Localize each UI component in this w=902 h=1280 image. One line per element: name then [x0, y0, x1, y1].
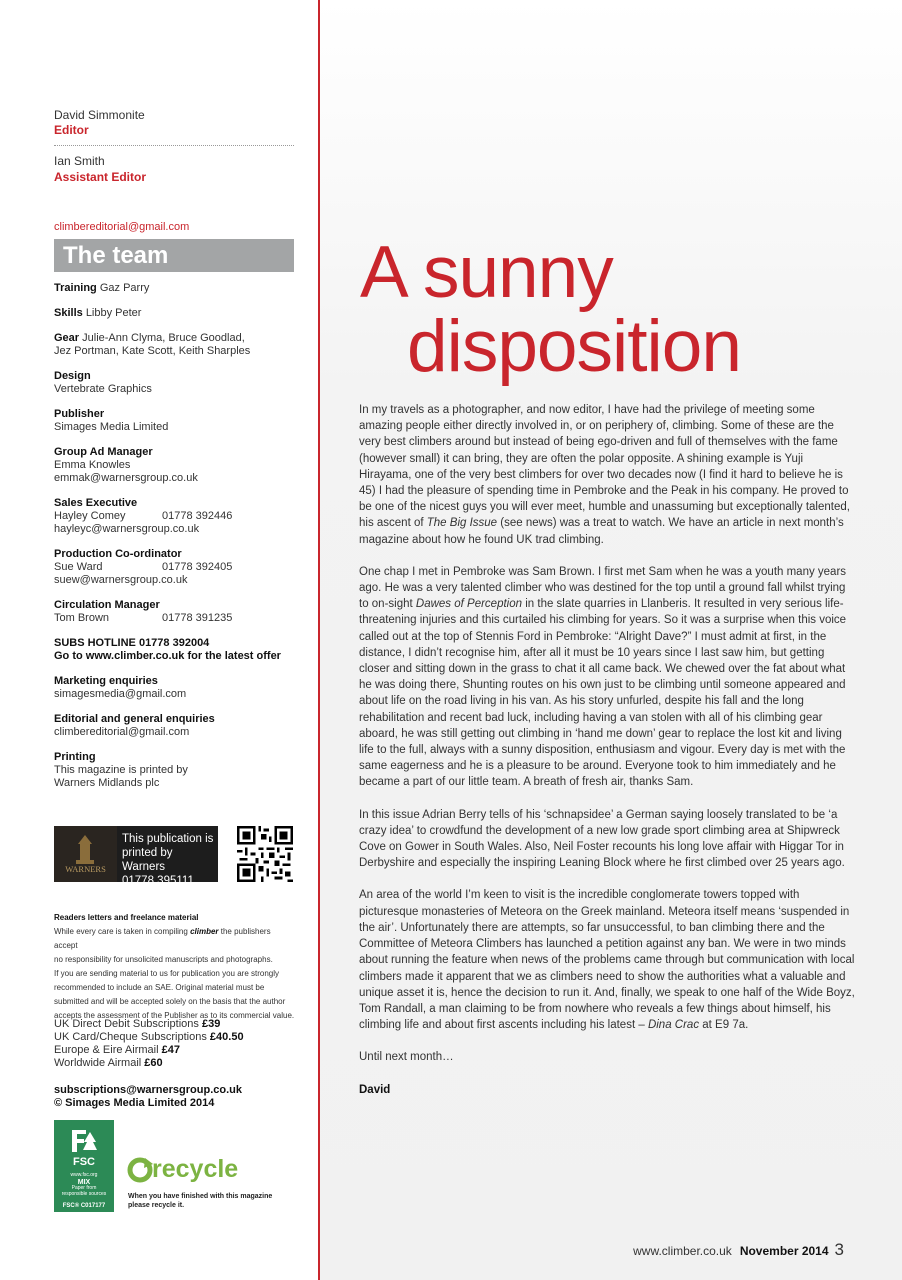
route-name: The Big Issue	[426, 517, 498, 530]
credit-circulation	[54, 599, 296, 625]
warners-logo-text: WARNERS	[65, 864, 106, 874]
credit-sales-executive	[54, 497, 296, 536]
signoff: David	[359, 1083, 391, 1096]
article-body	[359, 402, 855, 1114]
subscription-label: Europe & Eire Airmail	[54, 1044, 162, 1056]
article-paragraph: Until next month…	[359, 1051, 454, 1064]
credit-training	[54, 282, 296, 295]
fsc-brand: FSC	[73, 1156, 95, 1168]
subscription-row	[54, 1031, 244, 1044]
subscription-price: £39	[201, 1018, 221, 1030]
subs-hotline	[54, 637, 296, 663]
recycle-note-line2: please recycle it.	[128, 1202, 185, 1209]
route-name: Dawes of Perception	[415, 598, 523, 611]
team-heading: The team	[63, 242, 169, 269]
subscriptions-email[interactable]: subscriptions@warnersgroup.co.uk	[54, 1084, 242, 1096]
credit-label: Gear	[54, 332, 80, 344]
credit-value: Simages Media Limited	[54, 421, 169, 433]
fineprint-line	[54, 925, 296, 953]
credit-label: Publisher	[54, 408, 105, 420]
credit-value-line3: Warners Midlands plc	[54, 777, 160, 789]
credit-phone: 01778 392405	[162, 561, 233, 573]
printer-text	[122, 832, 218, 888]
fsc-mix: MIX	[77, 1179, 91, 1186]
subscription-row	[54, 1018, 244, 1031]
enquiry-printing	[54, 751, 296, 790]
article-paragraph	[359, 564, 855, 791]
credit-value: Emma Knowles	[54, 459, 131, 471]
credit-name: Sue Ward	[54, 561, 103, 573]
headline-line1: A sunny	[360, 232, 613, 313]
credit-group-ad-manager	[54, 446, 296, 485]
page-footer	[633, 1240, 844, 1260]
credit-publisher	[54, 408, 296, 434]
warners-logo	[54, 826, 117, 882]
credit-email[interactable]: simagesmedia@gmail.com	[54, 688, 187, 700]
headline-line2: disposition	[407, 306, 741, 387]
credit-label: Printing	[54, 751, 96, 763]
subscription-price: £47	[161, 1044, 180, 1056]
fsc-logo	[54, 1120, 114, 1212]
credit-design	[54, 370, 296, 396]
team-heading-bar	[54, 239, 294, 272]
recycle-note-line1: When you have finished with this magazine	[128, 1193, 273, 1200]
credit-value-line2: Jez Portman, Kate Scott, Keith Sharples	[54, 345, 251, 357]
paragraph-text: An area of the world I’m keen to visit is the incredible conglomerate towers topped with picturesque monasteries of Meteora on the Greek mainland. Meteora itself means ‘suspended in the air’. Unfortunately there are attempts, so far unsuccessful, to ban climbing there and the Committee of Meteora Climbers has launched a petition against any ban. We were in two minds about running the feature when news of the problems came through but communication with local climbers made it apparent that we as climbers need to show the authorities what a valuable and unique asset it is, hence the decision to run it. And, finally, we speak to one half of the Wide Boyz, Tom Randall, a man claiming to be from nowhere who reveals a few things about himself, his climbing life and about first ascents including his latest –	[359, 889, 855, 1032]
fineprint-line: submitted and will be accepted solely on the basis that the author	[54, 997, 286, 1006]
credit-label: Circulation Manager	[54, 599, 160, 611]
copyright-notice: © Simages Media Limited 2014	[54, 1097, 215, 1109]
subscription-row	[54, 1044, 244, 1057]
climber-brand: climber	[190, 927, 219, 936]
fineprint-heading: Readers letters and freelance material	[54, 913, 199, 922]
credit-label: Skills	[54, 307, 83, 319]
printer-phone: 01778 395111	[122, 875, 194, 887]
dotted-divider	[54, 145, 294, 146]
qr-code[interactable]	[237, 826, 293, 882]
credit-label: Group Ad Manager	[54, 446, 153, 458]
editor-name: David Simmonite	[54, 108, 145, 122]
printer-text-line2: printed by Warners	[122, 847, 173, 873]
credit-phone: 01778 391235	[162, 612, 233, 624]
subscription-row	[54, 1057, 244, 1070]
credit-value: Libby Peter	[85, 307, 142, 319]
paragraph-text: at E9 7a.	[699, 1019, 749, 1032]
subscription-price: £60	[144, 1057, 163, 1069]
credit-gear	[54, 332, 296, 358]
article-paragraph: In this issue Adrian Berry tells of his ‘schnapsidee’ a German saying loosely translated to be ‘a crazy idea’ to crowdfund the development of a new low grade sport climbing area at Shipwreck Cove on Gower in South Wales. Also, Neil Foster recounts his long love affair with Higgar Tor in Derbyshire and especially the inspiring Leaning Block where he first climbed over 25 years ago.	[359, 808, 845, 870]
recycle-note	[128, 1192, 272, 1210]
credit-value: Gaz Parry	[99, 282, 150, 294]
credit-phone: 01778 392446	[162, 510, 233, 522]
route-name: Dina Crac	[647, 1019, 700, 1032]
subscription-price: £40.50	[209, 1031, 244, 1043]
fineprint-line: If you are sending material to us for publication you are strongly	[54, 969, 280, 978]
credit-label: Marketing enquiries	[54, 675, 158, 687]
subscription-label: Worldwide Airmail	[54, 1057, 145, 1069]
subscription-label: UK Card/Cheque Subscriptions	[54, 1031, 210, 1043]
fineprint-line: recommended to include an SAE. Original material must be	[54, 983, 265, 992]
enquiry-editorial	[54, 713, 296, 739]
fsc-website: www.fsc.org	[70, 1172, 98, 1178]
fsc-desc-line1: Paper from	[71, 1185, 97, 1191]
credit-label: Editorial and general enquiries	[54, 713, 215, 725]
credit-label: Design	[54, 370, 91, 382]
credit-production	[54, 548, 296, 587]
credit-label: Production Co-ordinator	[54, 548, 182, 560]
fineprint-text: While every care is taken in compiling	[54, 927, 191, 936]
fineprint-line: no responsibility for unsolicited manuscripts and photographs.	[54, 955, 273, 964]
printer-box	[54, 826, 218, 887]
printer-advert	[54, 826, 296, 887]
recycle-logo	[126, 1154, 316, 1214]
hotline-number: SUBS HOTLINE 01778 392004	[54, 637, 210, 649]
subscription-label: UK Direct Debit Subscriptions	[54, 1018, 202, 1030]
credit-label: Sales Executive	[54, 497, 138, 509]
footer-website[interactable]: www.climber.co.uk	[633, 1244, 732, 1258]
enquiry-marketing	[54, 675, 296, 701]
article-paragraph	[359, 887, 855, 1033]
page-number: 3	[834, 1240, 844, 1259]
assistant-editor-name: Ian Smith	[54, 154, 105, 168]
credit-value: Julie-Ann Clyma, Bruce Goodlad,	[82, 332, 245, 344]
column-divider	[318, 0, 320, 1280]
recycle-arrow-icon	[126, 1156, 154, 1184]
fsc-desc-line2: responsible sources	[61, 1191, 107, 1197]
fsc-tree-icon	[68, 1126, 100, 1156]
paragraph-text: One chap I met in Pembroke was Sam Brown. I first met Sam when he was a youth many years ago. He was a very talented climber who was destined for the top until a ground fall whilst trying to on-sight	[359, 565, 847, 611]
fsc-code: FSC® C017177	[62, 1203, 106, 1209]
paragraph-text: In my travels as a photographer, and now editor, I have had the privilege of meeting some amazing people either directly involved in, or on periphery of, climbing. Some of these are the very best climbers around but instead of being ego-driven and full of themselves with the fame (however small) it can bring, they are often the polar opposite. A shining example is Yuji Hirayama, one of the very best climbers for over two decades now (I find it hard to believe he is 45) I had the pleasure of spending time in Pembroke and the Peak in his company. He proved to be one of the nicest guys you will ever meet, humble and unassuming but exceptionally talented, his ascent of	[359, 404, 850, 530]
assistant-editor-role: Assistant Editor	[54, 170, 147, 184]
editorial-email-link[interactable]: climbereditorial@gmail.com	[54, 221, 190, 233]
credits-list	[54, 282, 296, 802]
paragraph-text: (see news) was a treat to watch. We have an article in next month’s magazine about how he found UK trad climbing.	[359, 517, 844, 546]
credit-email[interactable]: suew@warnersgroup.co.uk	[54, 574, 188, 586]
credit-skills	[54, 307, 296, 320]
footer-issue-month: November 2014	[739, 1244, 829, 1258]
credit-name: Tom Brown	[54, 612, 110, 624]
credit-name: Hayley Comey	[54, 510, 126, 522]
fineprint-text: the publishers accept	[54, 927, 271, 950]
editor-role: Editor	[54, 123, 89, 137]
fineprint-line: accepts the assessment of the Publisher as to its commercial value.	[54, 1011, 295, 1020]
recycle-word: recycle	[152, 1155, 239, 1183]
readers-letters-notice	[54, 911, 296, 1023]
credit-label: Training	[54, 282, 97, 294]
credit-email[interactable]: climbereditorial@gmail.com	[54, 726, 190, 738]
credit-email[interactable]: hayleyc@warnersgroup.co.uk	[54, 523, 200, 535]
article-paragraph	[359, 402, 855, 548]
fsc-desc	[54, 1185, 114, 1197]
subscription-prices	[54, 1018, 244, 1070]
credit-value: Vertebrate Graphics	[54, 383, 152, 395]
printer-text-line1: This publication is	[122, 833, 214, 845]
subscriptions-contact	[54, 1084, 242, 1110]
credit-email[interactable]: emmak@warnersgroup.co.uk	[54, 472, 198, 484]
credit-value: This magazine is printed by	[54, 764, 188, 776]
hotline-offer: Go to www.climber.co.uk for the latest offer	[54, 650, 281, 662]
article-headline	[360, 232, 741, 387]
paragraph-text: in the slate quarries in Llanberis. It resulted in very serious life-threatening injuries and this curtailed his climbing for years. So it was a surprise when this voice called out at the top of Stennis Ford in Pembroke: “Alright Dave?” I must admit at first, in the distance, I didn’t recognise him, after all it must be 10 years since I last saw him, but getting closer and sitting down in the grass to chat it all came back. We chewed over the fat about what he was doing there, Shunting routes on his own just to be climbing until someone appeared and about life on the road living in his van. As his story unfurled, despite his fall and the long rehabilitation and recent bad luck, including having a van stolen with all of his climbing gear aboard, he was still getting out climbing in ‘hand me down’ gear to replace the lost kit and living life to the full, always with a sunny disposition, enthusiasm and vigour. Every day is met with the same eagerness and he is a pleasure to be around. Everyone took to him immediately and he became a part of our little team. A breath of fresh air, thanks Sam.	[359, 598, 847, 789]
